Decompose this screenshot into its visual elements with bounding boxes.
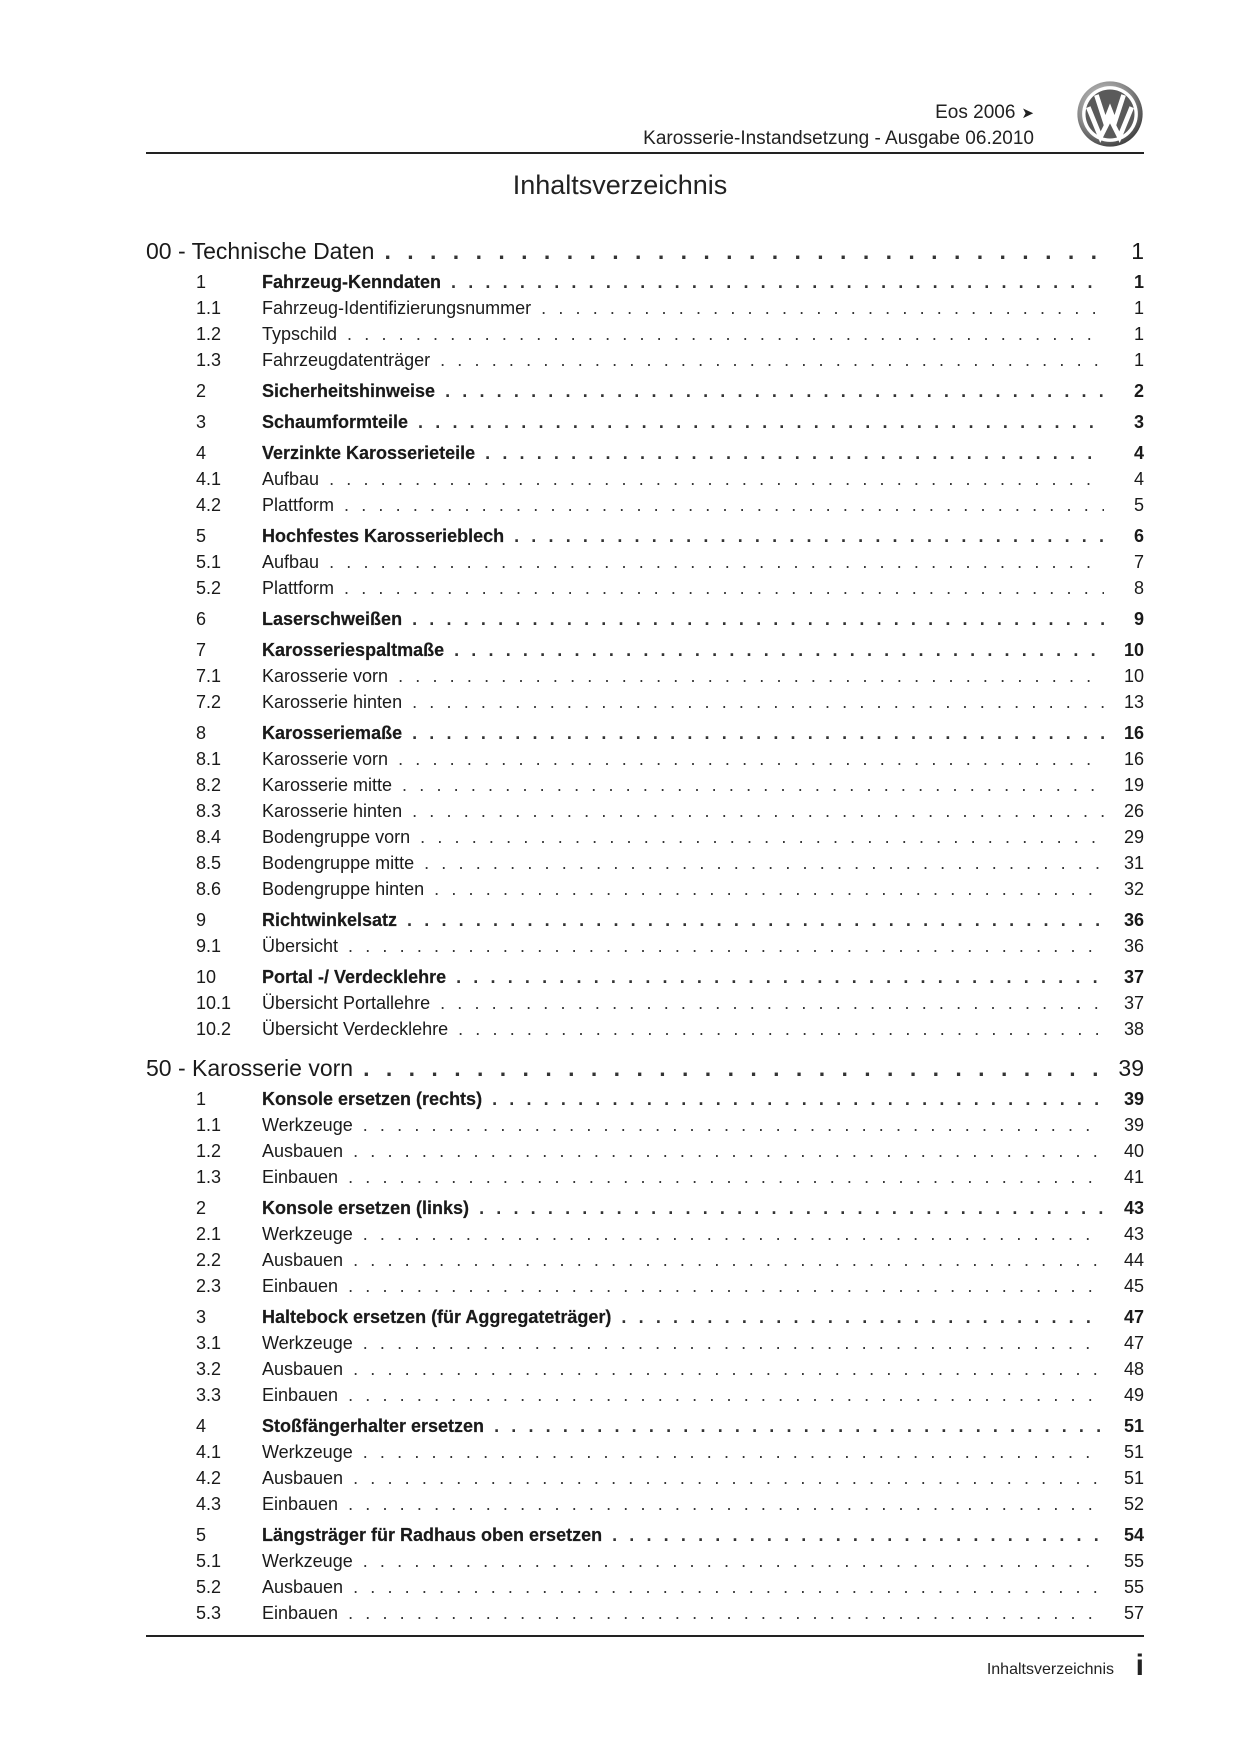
- toc-subsection[interactable]: [146, 350, 1144, 376]
- toc-subsection[interactable]: [146, 1577, 1144, 1603]
- toc-subsection[interactable]: [146, 1385, 1144, 1411]
- toc-page-number: 43: [1123, 1198, 1144, 1218]
- toc-leader-dots: [392, 775, 1104, 796]
- toc-page-number: 39: [1123, 1089, 1144, 1109]
- toc-number: 1.1: [196, 1115, 222, 1135]
- toc-page-number: 7: [1133, 552, 1144, 572]
- toc-leader-dots: [402, 692, 1104, 713]
- toc-number: 2.3: [196, 1276, 222, 1296]
- toc-number: 3.2: [196, 1359, 222, 1379]
- toc-title: Werkzeuge: [262, 1442, 353, 1462]
- toc-number: 8.1: [196, 749, 222, 769]
- toc-number: 1.3: [196, 1167, 222, 1187]
- toc-page-number: 10: [1123, 640, 1144, 660]
- toc-number: 2: [196, 381, 207, 401]
- toc-title: Ausbauen: [262, 1577, 344, 1597]
- toc-title: Haltebock ersetzen (für Aggregateträger): [262, 1307, 612, 1327]
- toc-leader-dots: [337, 324, 1104, 345]
- toc-title: Karosserie mitte: [262, 775, 393, 795]
- toc-leader-dots: [319, 552, 1104, 573]
- toc-page-number: 37: [1123, 967, 1144, 987]
- toc-number: 10: [196, 967, 217, 987]
- toc-subsection[interactable]: [146, 578, 1144, 604]
- toc-leader-dots: [441, 272, 1104, 293]
- toc-subsection[interactable]: [146, 1442, 1144, 1468]
- toc-subsection[interactable]: [146, 495, 1144, 521]
- toc-chapter[interactable]: [146, 1055, 1144, 1089]
- toc-leader-dots: [343, 1141, 1104, 1162]
- toc-page-number: 51: [1123, 1442, 1144, 1462]
- toc-number: 8: [196, 723, 207, 743]
- table-of-contents: [146, 238, 1144, 1629]
- vw-logo-icon: [1076, 80, 1144, 148]
- toc-page-number: 6: [1133, 526, 1144, 546]
- toc-subsection[interactable]: [146, 827, 1144, 853]
- toc-title: Fahrzeugdatenträger: [262, 350, 431, 370]
- toc-leader-dots: [353, 1055, 1104, 1082]
- toc-title: Ausbauen: [262, 1141, 344, 1161]
- toc-page-number: 51: [1123, 1416, 1144, 1436]
- toc-leader-dots: [334, 495, 1104, 516]
- toc-leader-dots: [448, 1019, 1104, 1040]
- toc-title: Aufbau: [262, 469, 320, 489]
- toc-title: Werkzeuge: [262, 1115, 353, 1135]
- toc-page-number: 1: [1131, 238, 1144, 264]
- toc-number: 8.4: [196, 827, 222, 847]
- toc-leader-dots: [343, 1359, 1104, 1380]
- toc-section[interactable]: [146, 1307, 1144, 1333]
- toc-title: Schaumformteile: [262, 412, 409, 432]
- toc-subsection[interactable]: [146, 1019, 1144, 1045]
- toc-number: 3.1: [196, 1333, 222, 1353]
- toc-page-number: 47: [1123, 1307, 1144, 1327]
- toc-page-number: 1: [1133, 298, 1144, 318]
- toc-number: 4.1: [196, 1442, 222, 1462]
- toc-number: 9.1: [196, 936, 222, 956]
- toc-subsection[interactable]: [146, 1359, 1144, 1385]
- page-header: [146, 92, 1144, 154]
- toc-title: Ausbauen: [262, 1468, 344, 1488]
- toc-leader-dots: [410, 827, 1104, 848]
- toc-leader-dots: [338, 1385, 1104, 1406]
- toc-leader-dots: [353, 1224, 1104, 1245]
- toc-subsection[interactable]: [146, 801, 1144, 827]
- toc-subsection[interactable]: [146, 993, 1144, 1019]
- toc-number: 4: [196, 443, 207, 463]
- toc-title: Aufbau: [262, 552, 320, 572]
- toc-title: Einbauen: [262, 1167, 339, 1187]
- toc-subsection[interactable]: [146, 1250, 1144, 1276]
- toc-number: 10.2: [196, 1019, 232, 1039]
- toc-subsection[interactable]: [146, 692, 1144, 718]
- toc-leader-dots: [388, 666, 1104, 687]
- toc-number: 7: [196, 640, 207, 660]
- toc-leader-dots: [343, 1577, 1104, 1598]
- toc-leader-dots: [353, 1442, 1104, 1463]
- toc-leader-dots: [424, 879, 1104, 900]
- toc-subsection[interactable]: [146, 552, 1144, 578]
- toc-leader-dots: [602, 1525, 1104, 1546]
- toc-page-number: 57: [1123, 1603, 1144, 1623]
- footer-page-number: i: [1135, 1649, 1144, 1682]
- toc-title: Karosserie vorn: [262, 749, 389, 769]
- toc-leader-dots: [435, 381, 1104, 402]
- toc-title: Bodengruppe mitte: [262, 853, 415, 873]
- toc-title: Einbauen: [262, 1276, 339, 1296]
- toc-leader-dots: [444, 640, 1104, 661]
- toc-page-number: 39: [1123, 1115, 1144, 1135]
- toc-page-number: 16: [1123, 749, 1144, 769]
- toc-title: Ausbauen: [262, 1359, 344, 1379]
- toc-leader-dots: [397, 910, 1104, 931]
- toc-leader-dots: [475, 443, 1104, 464]
- toc-title: Ausbauen: [262, 1250, 344, 1270]
- toc-number: 8.3: [196, 801, 222, 821]
- header-model-text: Eos 2006: [935, 102, 1016, 123]
- toc-leader-dots: [446, 967, 1104, 988]
- toc-subsection[interactable]: [146, 666, 1144, 692]
- toc-page-number: 29: [1123, 827, 1144, 847]
- toc-title: Längsträger für Radhaus oben ersetzen: [262, 1525, 603, 1545]
- toc-title: Portal -/ Verdecklehre: [262, 967, 447, 987]
- toc-leader-dots: [482, 1089, 1104, 1110]
- toc-section[interactable]: [146, 526, 1144, 552]
- toc-leader-dots: [338, 1167, 1104, 1188]
- toc-number: 3: [196, 412, 207, 432]
- toc-title: Laserschweißen: [262, 609, 403, 629]
- toc-leader-dots: [469, 1198, 1104, 1219]
- toc-leader-dots: [504, 526, 1104, 547]
- toc-title: Richtwinkelsatz: [262, 910, 398, 930]
- toc-leader-dots: [334, 578, 1104, 599]
- toc-page-number: 43: [1123, 1224, 1144, 1244]
- toc-page-number: 4: [1133, 469, 1144, 489]
- toc-section[interactable]: [146, 1198, 1144, 1224]
- toc-page-number: 1: [1133, 272, 1144, 292]
- toc-section[interactable]: [146, 967, 1144, 993]
- toc-page-number: 26: [1123, 801, 1144, 821]
- toc-title: Übersicht Verdecklehre: [262, 1019, 449, 1039]
- toc-subsection[interactable]: [146, 1141, 1144, 1167]
- toc-page-number: 55: [1123, 1577, 1144, 1597]
- toc-page-number: 41: [1123, 1167, 1144, 1187]
- toc-page-number: 48: [1123, 1359, 1144, 1379]
- toc-page-number: 13: [1123, 692, 1144, 712]
- toc-title: Karosseriespaltmaße: [262, 640, 445, 660]
- toc-section[interactable]: [146, 1416, 1144, 1442]
- toc-number: 8.2: [196, 775, 222, 795]
- toc-chapter[interactable]: [146, 238, 1144, 272]
- toc-title: Plattform: [262, 495, 335, 515]
- toc-number: 1.1: [196, 298, 222, 318]
- toc-leader-dots: [353, 1115, 1104, 1136]
- toc-subsection[interactable]: [146, 1276, 1144, 1302]
- toc-title: Fahrzeug-Kenndaten: [262, 272, 442, 292]
- toc-leader-dots: [353, 1333, 1104, 1354]
- toc-page-number: 49: [1123, 1385, 1144, 1405]
- toc-leader-dots: [353, 1551, 1104, 1572]
- toc-title: Sicherheitshinweise: [262, 381, 436, 401]
- toc-leader-dots: [531, 298, 1104, 319]
- toc-subsection[interactable]: [146, 1468, 1144, 1494]
- toc-leader-dots: [338, 1276, 1104, 1297]
- toc-title: Übersicht: [262, 936, 339, 956]
- toc-leader-dots: [319, 469, 1104, 490]
- toc-number: 1.2: [196, 324, 222, 344]
- toc-page-number: 5: [1133, 495, 1144, 515]
- toc-page-number: 52: [1123, 1494, 1144, 1514]
- toc-title: Karosserie hinten: [262, 801, 403, 821]
- toc-page-number: 1: [1133, 350, 1144, 370]
- toc-subsection[interactable]: [146, 1603, 1144, 1629]
- toc-subsection[interactable]: [146, 469, 1144, 495]
- toc-section[interactable]: [146, 381, 1144, 407]
- toc-subsection[interactable]: [146, 1333, 1144, 1359]
- toc-number: 5.2: [196, 1577, 222, 1597]
- toc-section[interactable]: [146, 412, 1144, 438]
- toc-title: Plattform: [262, 578, 335, 598]
- toc-number: 8.6: [196, 879, 222, 899]
- toc-subsection[interactable]: [146, 879, 1144, 905]
- toc-page-number: 16: [1123, 723, 1144, 743]
- toc-title: Bodengruppe vorn: [262, 827, 411, 847]
- toc-leader-dots: [402, 609, 1104, 630]
- toc-number: 7.2: [196, 692, 222, 712]
- toc-page-number: 51: [1123, 1468, 1144, 1488]
- toc-leader-dots: [374, 238, 1104, 265]
- toc-number: 1.3: [196, 350, 222, 370]
- toc-section[interactable]: [146, 640, 1144, 666]
- toc-subsection[interactable]: [146, 1115, 1144, 1141]
- toc-title: 50 - Karosserie vorn: [146, 1055, 354, 1081]
- toc-leader-dots: [388, 749, 1104, 770]
- footer-label: Inhaltsverzeichnis: [986, 1661, 1114, 1678]
- toc-title: Übersicht Portallehre: [262, 993, 431, 1013]
- toc-subsection[interactable]: [146, 1224, 1144, 1250]
- toc-number: 5.1: [196, 1551, 222, 1571]
- toc-number: 10.1: [196, 993, 232, 1013]
- toc-number: 4.2: [196, 1468, 222, 1488]
- toc-page-number: 40: [1123, 1141, 1144, 1161]
- toc-title: Konsole ersetzen (links): [262, 1198, 470, 1218]
- toc-section[interactable]: [146, 910, 1144, 936]
- toc-title: Einbauen: [262, 1494, 339, 1514]
- toc-title: Werkzeuge: [262, 1333, 353, 1353]
- toc-number: 5.1: [196, 552, 222, 572]
- toc-title: Karosserie hinten: [262, 692, 403, 712]
- toc-page-number: 55: [1123, 1551, 1144, 1571]
- toc-page-number: 37: [1123, 993, 1144, 1013]
- toc-title: Bodengruppe hinten: [262, 879, 425, 899]
- toc-leader-dots: [430, 350, 1104, 371]
- toc-subsection[interactable]: [146, 324, 1144, 350]
- toc-title: Stoßfängerhalter ersetzen: [262, 1416, 485, 1436]
- toc-page-number: 31: [1123, 853, 1144, 873]
- toc-page-number: 10: [1123, 666, 1144, 686]
- toc-number: 5.2: [196, 578, 222, 598]
- toc-title: Einbauen: [262, 1603, 339, 1623]
- toc-title: Typschild: [262, 324, 338, 344]
- toc-page-number: 45: [1123, 1276, 1144, 1296]
- toc-section[interactable]: [146, 609, 1144, 635]
- toc-page-number: 3: [1133, 412, 1144, 432]
- toc-number: 4: [196, 1416, 207, 1436]
- toc-number: 1: [196, 1089, 207, 1109]
- toc-page-number: 1: [1133, 324, 1144, 344]
- toc-section[interactable]: [146, 1525, 1144, 1551]
- toc-subsection[interactable]: [146, 1551, 1144, 1577]
- toc-title: Karosserie vorn: [262, 666, 389, 686]
- toc-section[interactable]: [146, 723, 1144, 749]
- toc-number: 2.2: [196, 1250, 222, 1270]
- toc-page-number: 9: [1133, 609, 1144, 629]
- toc-leader-dots: [484, 1416, 1104, 1437]
- toc-title: Fahrzeug-Identifizierungsnummer: [262, 298, 532, 318]
- toc-subsection[interactable]: [146, 775, 1144, 801]
- toc-leader-dots: [338, 936, 1104, 957]
- toc-title: Verzinkte Karosserieteile: [262, 443, 476, 463]
- toc-page-number: 36: [1123, 936, 1144, 956]
- toc-section[interactable]: [146, 1089, 1144, 1115]
- toc-number: 5: [196, 1525, 207, 1545]
- toc-title: Werkzeuge: [262, 1224, 353, 1244]
- toc-title: Hochfestes Karosserieblech: [262, 526, 505, 546]
- toc-page-number: 32: [1123, 879, 1144, 899]
- toc-page-number: 4: [1133, 443, 1144, 463]
- toc-title: Einbauen: [262, 1385, 339, 1405]
- toc-number: 1.2: [196, 1141, 222, 1161]
- toc-number: 3: [196, 1307, 207, 1327]
- toc-title: 00 - Technische Daten: [146, 238, 375, 264]
- toc-leader-dots: [402, 801, 1104, 822]
- toc-leader-dots: [338, 1494, 1104, 1515]
- toc-subsection[interactable]: [146, 749, 1144, 775]
- toc-leader-dots: [414, 853, 1104, 874]
- toc-subsection[interactable]: [146, 298, 1144, 324]
- toc-leader-dots: [408, 412, 1104, 433]
- toc-number: 1: [196, 272, 207, 292]
- toc-section[interactable]: [146, 272, 1144, 298]
- toc-number: 5: [196, 526, 207, 546]
- toc-page-number: 2: [1133, 381, 1144, 401]
- toc-number: 4.2: [196, 495, 222, 515]
- toc-number: 2.1: [196, 1224, 222, 1244]
- toc-number: 3.3: [196, 1385, 222, 1405]
- toc-number: 2: [196, 1198, 207, 1218]
- toc-subsection[interactable]: [146, 1494, 1144, 1520]
- toc-leader-dots: [343, 1468, 1104, 1489]
- arrow-right-icon: ➤: [1021, 105, 1034, 122]
- header-subtitle: Karosserie-Instandsetzung - Ausgabe 06.2010: [643, 128, 1034, 149]
- toc-page-number: 54: [1123, 1525, 1144, 1545]
- toc-leader-dots: [430, 993, 1104, 1014]
- toc-leader-dots: [343, 1250, 1104, 1271]
- toc-leader-dots: [338, 1603, 1104, 1624]
- page-title: Inhaltsverzeichnis: [512, 170, 728, 200]
- toc-page-number: 39: [1118, 1055, 1144, 1081]
- toc-number: 7.1: [196, 666, 222, 686]
- toc-page-number: 38: [1123, 1019, 1144, 1039]
- header-model: [935, 102, 1034, 124]
- toc-title: Karosseriemaße: [262, 723, 403, 743]
- toc-number: 9: [196, 910, 207, 930]
- toc-title: Werkzeuge: [262, 1551, 353, 1571]
- toc-page-number: 19: [1123, 775, 1144, 795]
- page-footer: [146, 1635, 1144, 1682]
- toc-leader-dots: [402, 723, 1104, 744]
- toc-page-number: 44: [1123, 1250, 1144, 1270]
- toc-page-number: 36: [1123, 910, 1144, 930]
- toc-subsection[interactable]: [146, 936, 1144, 962]
- toc-number: 6: [196, 609, 207, 629]
- toc-title: Konsole ersetzen (rechts): [262, 1089, 483, 1109]
- toc-leader-dots: [611, 1307, 1104, 1328]
- toc-page-number: 47: [1123, 1333, 1144, 1353]
- toc-number: 5.3: [196, 1603, 222, 1623]
- toc-subsection[interactable]: [146, 853, 1144, 879]
- toc-number: 4.1: [196, 469, 222, 489]
- toc-subsection[interactable]: [146, 1167, 1144, 1193]
- toc-number: 4.3: [196, 1494, 222, 1514]
- toc-page-number: 8: [1133, 578, 1144, 598]
- toc-section[interactable]: [146, 443, 1144, 469]
- toc-number: 8.5: [196, 853, 222, 873]
